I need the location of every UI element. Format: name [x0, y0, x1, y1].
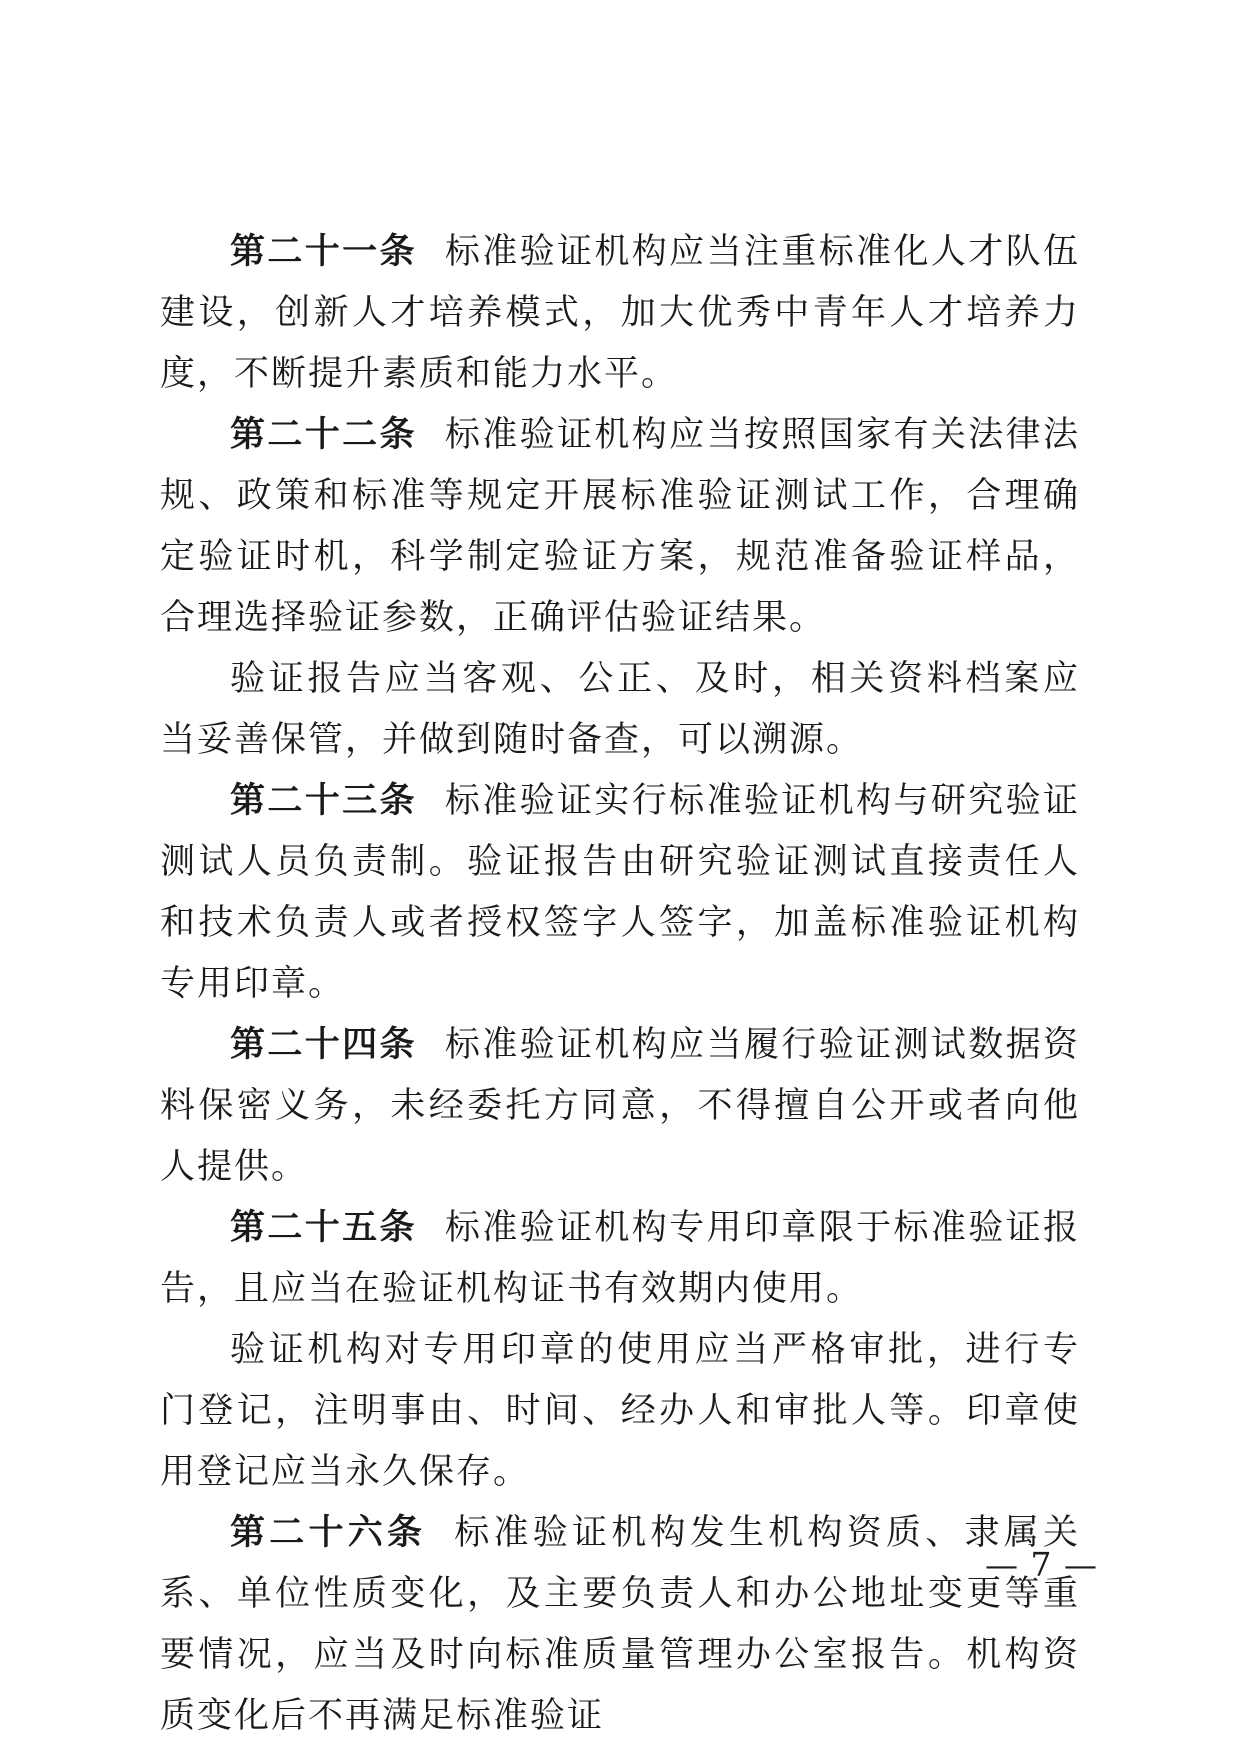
article-22-paragraph-2 — [160, 649, 1080, 771]
article-text: 标准验证机构发生机构资质、隶属关系、单位性质变化，及主要负责人和办公地址变更等重要情况，应当及时向标准质量管理办公室报告。机构资质变化后不再满足标准验证 — [160, 1513, 1080, 1736]
article-number: 第二十六条 — [230, 1513, 427, 1553]
article-text: 标准验证机构应当注重标准化人才队伍建设，创新人才培养模式，加大优秀中青年人才培养力度，不断提升素质和能力水平。 — [160, 232, 1080, 394]
article-text: 标准验证机构应当履行验证测试数据资料保密义务，未经委托方同意，不得擅自公开或者向他人提供。 — [160, 1025, 1080, 1187]
article-text: 标准验证机构专用印章限于标准验证报告，且应当在验证机构证书有效期内使用。 — [160, 1208, 1080, 1309]
article-23 — [160, 771, 1080, 1015]
article-text: 验证机构对专用印章的使用应当严格审批，进行专门登记，注明事由、时间、经办人和审批人等。印章使用登记应当永久保存。 — [160, 1330, 1080, 1492]
article-25 — [160, 1198, 1080, 1320]
article-number: 第二十一条 — [230, 232, 417, 272]
article-24 — [160, 1015, 1080, 1198]
article-number: 第二十四条 — [230, 1025, 417, 1065]
article-number: 第二十五条 — [230, 1208, 417, 1248]
article-21 — [160, 222, 1080, 405]
document-body — [160, 222, 1080, 1747]
article-number: 第二十二条 — [230, 415, 417, 455]
article-text: 标准验证机构应当按照国家有关法律法规、政策和标准等规定开展标准验证测试工作，合理确定验证时机，科学制定验证方案，规范准备验证样品，合理选择验证参数，正确评估验证结果。 — [160, 415, 1080, 638]
article-text: 验证报告应当客观、公正、及时，相关资料档案应当妥善保管，并做到随时备查，可以溯源。 — [160, 659, 1080, 760]
article-26 — [160, 1503, 1080, 1747]
article-22 — [160, 405, 1080, 649]
article-text: 标准验证实行标准验证机构与研究验证测试人员负责制。验证报告由研究验证测试直接责任人和技术负责人或者授权签字人签字，加盖标准验证机构专用印章。 — [160, 781, 1080, 1004]
article-25-paragraph-2 — [160, 1320, 1080, 1503]
article-number: 第二十三条 — [230, 781, 417, 821]
page-number: — 7 — — [985, 1545, 1098, 1584]
